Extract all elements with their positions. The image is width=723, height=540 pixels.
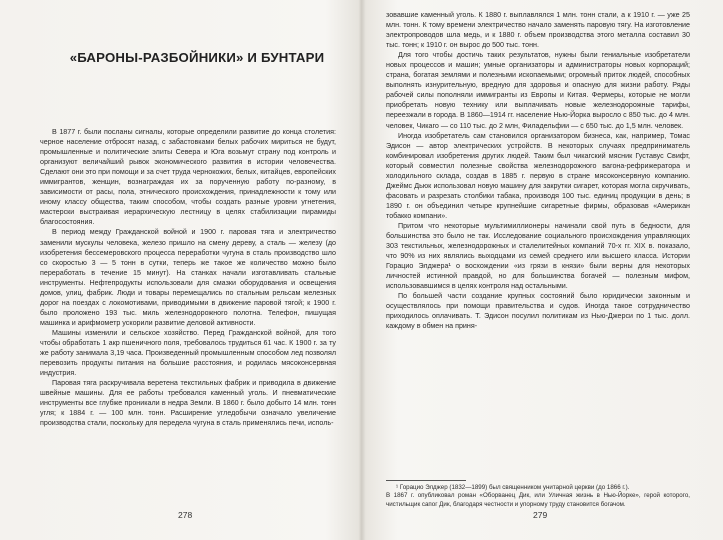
footnote-continued: В 1867 г. опубликовал роман «Оборванец Дик, или Уличная жизнь в Нью-Йорке», герой которого, чистильщик сапог Дик, благодаря честности и упорному труду становится богачом. — [386, 492, 690, 508]
page-number: 279 — [533, 510, 548, 520]
footnotes — [386, 484, 690, 509]
left-body-text — [40, 127, 336, 428]
right-page — [361, 0, 723, 540]
right-body-text — [386, 10, 690, 332]
footnote: ¹ Горацио Элджер (1832—1899) был священником унитарной церкви (до 1866 г.). — [396, 484, 630, 491]
paragraph: В 1877 г. были посланы сигналы, которые определили развитие до конца столетия: черное население отбросят назад, с забастовками белых рабочих мириться не будут, промышленные и политические элиты Севера и Юга возьмут страну под контроль и организуют величайший рывок экономического развития в истории человечества. Сделают они это при помощи и за счет труда чернокожих, белых, китайцев, европейских иммигрантов, женщин, вознаграждая их за порученную работу по-разному, в зависимости от расы, пола, этнического происхождения, принадлежности к тому или иному классу общества, таким способом, чтобы создать разные уровни угнетения, мастерски выстраивая иерархическую лестницу в целях стабилизации пирамиды благосостояния. — [40, 128, 336, 227]
paragraph: Для того чтобы достичь таких результатов, нужны были гениальные изобретатели новых процессов и машин; умные организаторы и администраторы новых корпораций; страна, богатая землями и полезными ископаемыми; огромный приток людей, способных выполнять изнурительную, вредную для здоровья и опасную для жизни работу. Ряды рабочей силы пополняли иммигранты из Европы и Китая. Фермеры, которые не могли приобретать новую технику или выплачивать новые железнодорожные тарифы, переезжали в города. В 1860—1914 гг. население Нью-Йорка выросло с 850 тыс. до 4 млн. человек, Чикаго — со 110 тыс. до 2 млн, Филадельфии — с 650 тыс. до 1,5 млн. человек. — [386, 51, 690, 130]
chapter-title: «БАРОНЫ-РАЗБОЙНИКИ» И БУНТАРИ — [69, 50, 325, 65]
paragraph: Паровая тяга раскручивала веретена текстильных фабрик и приводила в движение швейные машины. Для ее работы требовался каменный уголь. И пневматические инструменты все глубже проникали в недра Земли. В 1860 г. было добыто 14 млн. тонн угля; к 1884 г. — 100 млн. тонн. Расширение угледобычи означало увеличение производства стали, поскольку для передела чугуна в сталь применялись печи, исполь- — [40, 379, 336, 428]
paragraph: Притом что некоторые мультимиллионеры начинали свой путь в бедности, для большинства это было не так. Исследование социального происхождения управляющих 303 текстильных, железнодорожных и сталелитейных компаний 70-х гг. XIX в. показало, что 90% из них являлись выходцами из семей среднего или высшего класса. Истории Горацио Элджера¹ о восхождении «из грязи в князи» были верны для некоторых личностей истинной правдой, но для большинства богачей — полезным мифом, использовавшимся в целях контроля над остальными. — [386, 221, 690, 291]
left-page — [0, 0, 360, 540]
footnote-divider — [386, 480, 466, 481]
page-number: 278 — [178, 510, 193, 520]
paragraph-continued: зовавшие каменный уголь. К 1880 г. выплавлялся 1 млн. тонн стали, а к 1910 г. — уже 25 млн. тонн. К тому времени электричество начало заменять паровую тягу. На изготовление электропроводов шла медь, и к 1880 г. объем производства этого металла составил 30 тыс. тонн; к 1910 г. он вырос до 500 тыс. тонн. — [386, 11, 690, 50]
paragraph: В период между Гражданской войной и 1900 г. паровая тяга и электричество заменили мускулы человека, железо пришло на смену дереву, а сталь — железу (до изобретения бессемеровского процесса переработки чугуна в сталь производство шло со скоростью 3 — 5 тонн в сутки, теперь же такое же количество можно было переработать в течение 15 минут). На станках начали изготавливать стальные инструменты. Нефтепродукты использовали для смазки оборудования и освещения домов, улиц, фабрик. Люди и товары перемещались по стальным рельсам железных дорог на поездах с локомотивами, приводимыми в движение паровой тягой; к 1900 г. было проложено 193 тыс. миль железнодорожного полотна. Телефон, пишущая машинка и арифмометр ускорили развитие деловой активности. — [40, 228, 336, 327]
paragraph: По большей части создание крупных состояний было юридически законным и осуществлялось при помощи правительства и судов. Иногда такое сотрудничество приходилось оплачивать. Т. Эдисон посулил политикам из Нью-Джерси по 1 тыс. долл. каждому в обмен на приня- — [386, 292, 690, 331]
paragraph: Иногда изобретатель сам становился организатором бизнеса, как, например, Томас Эдисон — автор электрических устройств. В некоторых случаях предприниматель комбинировал изобретения других людей. Таким был чикагский мясник Густавус Свифт, который совместил полезные свойства железнодорожного вагона-рефрижератора и холодильного склада, создав в 1885 г. первую в стране мясоконсервную компанию. Джеймс Дьюк использовал новую машину для закрутки сигарет, которая могла скручивать, фасовать и разрезать столбики табака, производя 100 тыс. единиц продукции в день; в 1890 г. он объединил четыре крупнейшие сигаретные фирмы, образовав «Американ тобакко компани». — [386, 131, 690, 220]
paragraph: Машины изменили и сельское хозяйство. Перед Гражданской войной, для того чтобы обработать 1 акр пшеничного поля, требовалось трудиться 61 час. К 1900 г. за ту же работу занимала 3,19 часа. Произведенный промышленным способом лед позволял перевозить продукты питания на большие расстояния, и родилась мясоконсервная индустрия. — [40, 328, 336, 378]
